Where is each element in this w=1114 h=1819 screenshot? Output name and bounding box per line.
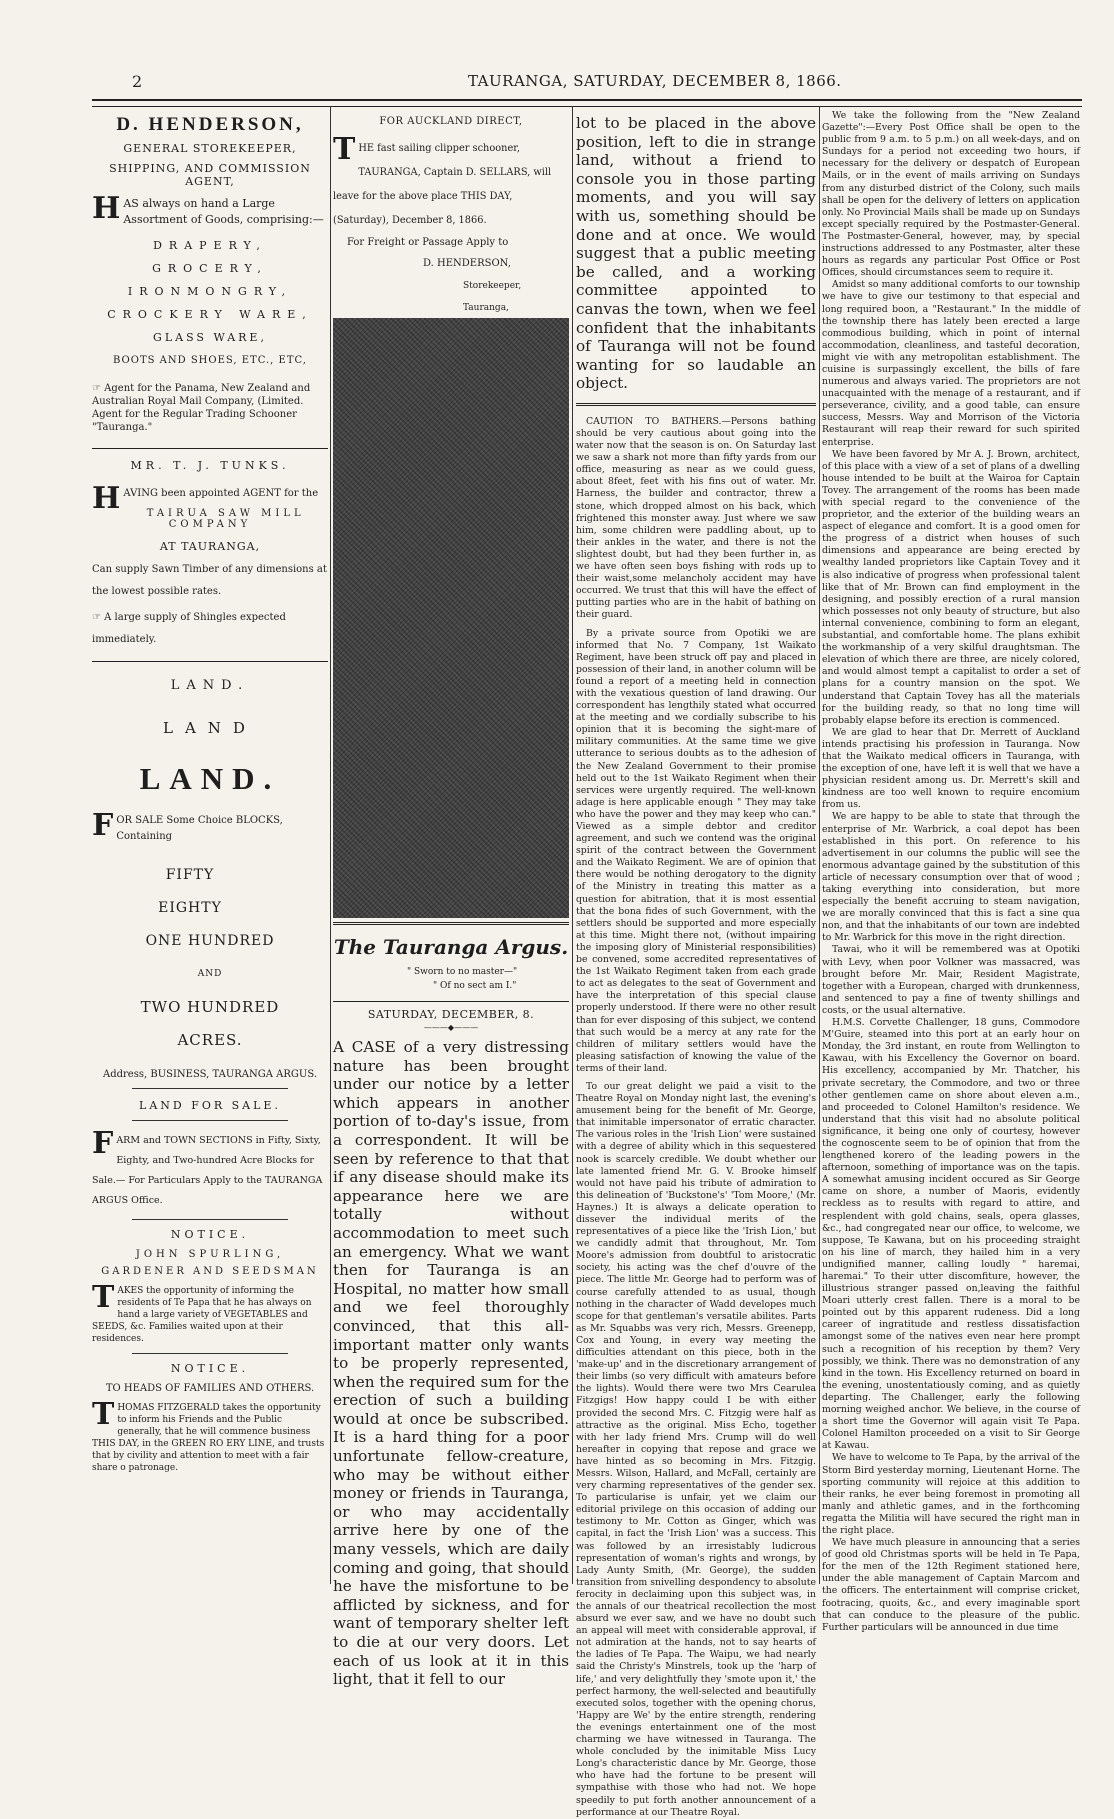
- ornament-rule: ———◆———: [423, 1023, 479, 1032]
- theatre-article: To our great delight we paid a visit to the Theatre Royal on Monday night last, the evening's amusement being for the benefit of Mr. George, that inimitable impersonator of erratic character. The various roles in the 'Irish Lion' were sustained with a degree of ability which in this sequestered nook is scarcely credible. We doubt whether our late lamented friend Mr. G. V. Brooke himself would not have paid his tribute of admiration to this delineation of 'Buckstone's' 'Tom Moore,' (Mr. Haynes.) It is always a delicate operation to dissever the individual merits of the representatives of a piece like the 'Irish Lion,' but we candidly admit that throughout, Mr. Tom Moore's admission from doubtful to aristocratic society, his acting was the chef d'ouvre of the piece. The little Mr. George had to perform was of course carefully attended to as usual, though nothing in the character of Wadd developes much scope for that gentleman's versatile abilites. Parts as Mr. Squabbs was very rich, Messrs. Greenepp, Cox and Young, in every way meeting the difficulties attendant on this piece, both in the 'make-up' and in the discretionary arrangement of their limbs (so very difficult with amateurs before the lights). Would there were two Mrs Cearulea Fitzgigs! How happy could I be with either provided the second Mrs. C. Fitzgig were half as attractive as the original. Miss Echo, together with her lady friend Mrs. Crump will do well hereafter in copying that repose and grace we have hinted as so becoming in Mrs. Fitzgig. Messrs. Wilson, Hallard, and McFall, certainly are very charming representatives of the gender sex. To particularise is unfair, yet we claim our editorial privilege on this occasion of adding our testimony to Mr. Cotton as Ginger, which was capital, in fact the 'Irish Lion' was a success. This was followed by an irresistably ludicrous representation of woman's rights and wrongs, by Lady Aunty Smith, (Mr. George), the sudden transition from snivelling despondency to absolute ferocity in declaiming upon this subject was, in the annals of our theatrical recollection the most absurd we ever saw, and we have no doubt such an appeal will meet with considerable approval, if not admiration at the hands, not to say hearts of the ladies of Te Papa. The Waipu, we had nearly said the Christy's Minstrels, took up the 'harp of life,' and very delightfully they 'smote upon it,' the perfect harmony, the well-selected and beautifully executed solos, together with the opening chorus, 'Happy are We' by the entire strength, rendering the evenings entertainment one of the most charming we have witnessed in Tauranga. The whole concluded by the inimitable Miss Lucy Long's characteristic dance by Mr. George, those who have had the fortune to be present will sympathise with those who had not. We hope speedily to put forth another announcement of a performance at our Theatre Royal.: [576, 1080, 816, 1818]
- auckland-heading: FOR AUCKLAND DIRECT,: [379, 116, 523, 127]
- acreage-list: [92, 859, 328, 1057]
- goods-item: DRAPERY,: [153, 239, 267, 252]
- editorial-date: SATURDAY, DECEMBER, 8.: [367, 1008, 535, 1021]
- column-local-news: [822, 110, 1080, 1633]
- goods-item: CROCKERY WARE,: [107, 308, 313, 321]
- agent-note: ☞ Agent for the Panama, New Zealand and Australian Royal Mail Company, (Limited. Agent for the Regular Trading Schooner "Tauranga.": [92, 383, 311, 433]
- shipping-notice: THE fast sailing clipper schooner, TAURANGA, Captain D. SELLARS, will leave for the above place THIS DAY, (Saturday), December 8, 1866.: [333, 132, 552, 226]
- column-divider: [572, 106, 573, 1584]
- column-news: [576, 110, 816, 1818]
- tunks-intro: HAVING been appointed AGENT for the: [92, 481, 319, 516]
- drop-cap: T: [92, 1397, 115, 1432]
- architect-article: We have been favored by Mr A. J. Brown, architect, of this place with a view of a set of plans of a dwelling house intended to be built at the Wairoa for Captain Tovey. The arrangement of the rooms has been made with special regard to the convenience of the proprietor, and the exterior of the building wears an aspect of elegance and comfort. It is a good omen for the progress of a district when houses of such dimensions and appearance are being erected by wealthy landed proprietors like Captain Tovey and it is also indicative of progress when professional talent like that of Mr. Brown can find employment in the designing, and possibly erection of a rural mansion which possesses not only beauty of structure, but also internal convenience, combining to form an elegant, substantial, and comfortable home. The plans exhibit the workmanship of a very skilful draughtsman. The elevation of which there are three, are nicely colored, and would almost tempt a capitalist to order a set of plans for a country mansion on the spot. We understand that Captain Tovey has all the materials for the building ready, so that no long time will probably elapse before its erection is commenced.: [822, 448, 1080, 726]
- divider: [132, 1120, 288, 1121]
- acreage-item: EIGHTY: [158, 900, 222, 916]
- spurling-role: GARDENER AND SEEDSMAN: [101, 1266, 319, 1277]
- freight-agent-name: D. HENDERSON,: [423, 258, 511, 269]
- divider: [132, 1219, 288, 1220]
- damaged-print-area: [333, 318, 569, 918]
- page-header: [88, 72, 1088, 94]
- editorial-continued: lot to be placed in the above position, left to die in strange land, without a friend to console you in those parting moments, and you will say with us, something should be done and at once. We would suggest that a public meeting be called, and a working committee appointed to canvas the town, when we feel confident that the inhabitants of Tauranga will not be found wanting for so laudable an object.: [576, 114, 816, 393]
- spurling-name: JOHN SPURLING,: [135, 1249, 285, 1260]
- arrival-article: We have to welcome to Te Papa, by the arrival of the Storm Bird yesterday morning, Lieutenant Horne. The sporting community will rejoice at this addition to their ranks, he ever being foremost in promoting all manly and athletic games, and in the forthcoming regatta the Militia will have secured the right man in the right place.: [822, 1452, 1080, 1536]
- henderson-name: D. HENDERSON,: [116, 114, 304, 135]
- freight-agent-role: Storekeeper, Tauranga,: [463, 281, 522, 313]
- post-office-article: We take the following from the "New Zealand Gazette":—Every Post Office shall be open to the public from 9 a.m. to 5 p.m.) on all week-days, and on Sundays for a period not exceeding two hours, if necessary for the delivery or despatch of European Mails, or in the event of mails arriving on Sundays from any disturbed district of the Colony, such mails shall be open for the delivery of letters on application only. No Provincial Mails shall be made up on Sundays except specially required by the Postmaster-General. The Postmaster-General, however, may, by special instructions addressed to any Postmaster, alter these hours as regards any particular Post Office or Post Offices, should circumstances seem to require it.: [822, 110, 1080, 279]
- motto-line: " Of no sect am I.": [433, 981, 517, 991]
- challenger-article: H.M.S. Corvette Challenger, 18 guns, Commodore M'Guire, steamed into this port at an early hour on Monday, the 3rd instant, en route from Wellington to Kawau, with his Excellency the Governor on board. His excellency, accompanied by Mr. Thatcher, his private secretary, the Commodore, and two or three other gentlemen came on shore about eleven a.m., and proceeded to Colonel Hamilton's residence. We understand that this visit had no absolute political significance, it being one only of courtesy, however the cognoscente seem to be of opinion that from the lengthened korero of the leading powers in the afternoon, something of importance was on the tapis. A somewhat amusing incident occured as Sir George came on shore, a number of Maoris, evidently reckless as to results with regard to attire, and resplendent with gold chains, seals, opera glasses, &c., had congregated near our office, to welcome, we suppose, Te Kawana, but on his proceeding straight on his line of march, they hailed him in a very undignified manner, calling loudly " haremai, haremai." To their utter discomfiture, however, the illustrious stranger passed on,leaving the faithful Moari utterly crest fallen. There is a moral to be pointed out by this apparent rudeness. Did a long career of ingratitude and restless dissatisfaction amongst some of the natives even near here prompt such a recognition of his reception by them? Very possibly, we think. There was no demonstration of any kind in the town. His Excellency returned on board in the evening, unostentatiously coming, and as quietly departing. The Challenger, early the following morning weighed anchor. We believe, in the course of a short time the Governor will again visit Te Papa. Colonel Hamilton proceeded on a visit to Sir George at Kawau.: [822, 1017, 1080, 1452]
- pointing-hand-icon: ☞: [92, 612, 101, 623]
- drop-cap: H: [92, 191, 121, 226]
- land-heading-medium: LAND: [163, 719, 257, 737]
- goods-item: IRONMONGRY,: [127, 285, 293, 298]
- spurling-ad: TAKES the opportunity of informing the residents of Te Papa that he has always on hand a large variety of VEGETABLES and SEEDS, &c. Families waited upon at their residences.: [92, 1280, 312, 1344]
- column-divider: [330, 106, 331, 1584]
- bathers-article: CAUTION TO BATHERS.—Persons bathing should be very cautious about going into the water now that the season is on. On Saturday last we saw a shark not more than fifty yards from our office, measuring as near as we could guess, about 8feet, feet with his fins out of water. Mr. Harness, the builder and contractor, threw a stone, which dropped almost on his back, which frightened this monster away. Just where we saw him, some children were paddling about, up to their ankles in the water, and there is not the slightest doubt, but had they been further in, as we have often seen boys fishing with rods up to their waist,some melancholy accident may have occurred. We trust that this will have the effect of putting parties who are in the habit of bathing on their guard.: [576, 415, 816, 621]
- goods-item: GROCERY,: [152, 262, 268, 275]
- acreage-item: TWO HUNDRED: [140, 998, 280, 1016]
- sale-intro: FOR SALE Some Choice BLOCKS, Containing: [92, 808, 283, 843]
- court-article: Tawai, who it will be remembered was at Opotiki with Levy, when poor Volkner was massacred, was brought before Mr. Mair, Resident Magistrate, together with a European, charged with drunkenness, and sentenced to pay a fine of twenty shillings and costs, or the usual alternative.: [822, 944, 1080, 1016]
- divider: [576, 403, 816, 406]
- freight-line: For Freight or Passage Apply to: [347, 237, 509, 248]
- tunks-title: MR. T. J. TUNKS.: [130, 459, 290, 472]
- divider: [92, 661, 328, 662]
- sale-address: Address, BUSINESS, TAURANGA ARGUS.: [103, 1069, 317, 1080]
- acreage-item: FIFTY: [165, 867, 215, 883]
- drop-cap: H: [92, 481, 121, 516]
- drop-cap: T: [333, 132, 356, 167]
- newspaper-title: The Tauranga Argus.: [333, 935, 569, 959]
- pointing-hand-icon: ☞: [92, 383, 101, 394]
- notice-title: NOTICE.: [170, 1362, 250, 1375]
- physician-article: We are glad to hear that Dr. Merrett of Auckland intends practising his profession in Tauranga. Now that the Waikato medical officers in Tauranga, with the exception of one, have left it is well that we have a physician resident among us. Dr. Merrett's skill and kindness are too well known to require encomium from us.: [822, 726, 1080, 811]
- page-number: 2: [132, 72, 143, 91]
- acreage-item: AND: [197, 969, 223, 979]
- notice-title: NOTICE.: [170, 1228, 250, 1241]
- column-divider: [819, 106, 820, 1584]
- editorial-block: [333, 918, 570, 1689]
- land-heading-large: LAND.: [139, 761, 281, 796]
- fitzgerald-ad: THOMAS FITZGERALD takes the opportunity to inform his Friends and the Public generally, that he will commence business THIS DAY, in the GREEN RO ERY LINE, and trusts that by civility and attention to meet with a fair share o patronage.: [92, 1397, 325, 1473]
- land-heading-small: LAND.: [170, 678, 250, 693]
- tunks-place: AT TAURANGA,: [159, 540, 261, 553]
- masthead-date: TAURANGA, SATURDAY, DECEMBER 8, 1866.: [468, 72, 842, 90]
- henderson-role: GENERAL STOREKEEPER,: [123, 142, 297, 155]
- goods-list: [92, 234, 328, 372]
- tunks-body: Can supply Sawn Timber of any dimensions at the lowest possible rates.: [92, 564, 327, 597]
- henderson-role: SHIPPING, AND COMMISSION AGENT,: [109, 162, 311, 188]
- divider: [333, 1001, 569, 1002]
- coal-depot-article: We are happy to be able to state that through the enterprise of Mr. Warbrick, a coal depot has been established in this port. On reference to his advertisement in our columns the public will see the enormous advantage gained by the substitution of this article of necessary consumption over that of wood ; taking everything into consideration, but more especially the benefit accruing to steam navigation, we are morally convinced that this is fact a sine qua non, and that the inhabitants of our town are indebted to Mr. Warbrick for this move in the right direction.: [822, 811, 1080, 944]
- divider: [92, 448, 328, 449]
- goods-item: GLASS WARE,: [153, 331, 267, 344]
- acreage-item: ONE HUNDRED: [145, 933, 275, 949]
- henderson-intro: HAS always on hand a Large Assortment of Goods, comprising:—: [92, 191, 324, 226]
- restaurant-article: Amidst so many additional comforts to our township we have to give our testimony to that especial and long required boon, a "Restaurant." In the middle of the township there has lately been erected a large commodious building, which in point of internal accommodation, cleanliness, and tasteful decoration, might vie with any metropolitan establishment. The cuisine is surpassingly excellent, the bills of fare numerous and always varied. The proprietors are not unacquainted with the menage of a restaurant, and if perseverance, civility, and a good table, can ensure success, Messrs. Way and Morrison of the Victoria Restaurant will reap their reward for such spirited enterprise.: [822, 279, 1080, 448]
- divider: [333, 922, 569, 925]
- opotiki-article: By a private source from Opotiki we are informed that No. 7 Company, 1st Waikato Regiment, have been struck off pay and placed in possession of their land, in another column will be found a report of a meeting held in connection with the vexatious question of land drawing. Our correspondent has lengthily stated what occurred at the meeting and we cordially subscribe to his opinion that it is becoming the sight-mare of military communities. At the same time we give utterance to serious doubts as to the adhesion of the New Zealand Government to their promise held out to the 1st Waikato Regiment when their services were urgently required. The well-known adage is here applicable enough " They may take who have the power and they may keep who can." Viewed as a simple debtor and creditor agreement, and such we contend was the original spirit of the contract between the Government and the Waikato Regiment. We are of opinion that there would be nothing derogatory to the dignity of the Ministry in treating this matter as a question for abitration, that it is most essential that the bona fides of such Government, with the settlers should be supported and more especially at this time. Might there not, (without impairing the imposing glory of Ministerial responsibilities) be convened, some accredited representatives of the 1st Waikato Regiment taken from each grade to act as delegates to the seat of Government and have the interpretation of this special clause properly understood. If there were no other result than for ever disposing of this subject, we contend that such would be a mercy at any rate for the children of military settlers would have the pleasing satisfaction of knowing the value of the terms of their land.: [576, 627, 816, 1074]
- heads-of-families-title: TO HEADS OF FAMILIES AND OTHERS.: [105, 1383, 315, 1394]
- sports-article: We have much pleasure in announcing that a series of good old Christmas sports will be held in Te Papa, for the men of the 12th Regiment stationed here, under the able management of Captain Marcom and the officers. The entertainment will comprise cricket, footracing, quoits, &c., and every imaginable sport that can conduce to the pleasure of the public. Further particulars will be announced in due time: [822, 1537, 1080, 1633]
- farm-sections-ad: FARM and TOWN SECTIONS in Fifty, Sixty, Eighty, and Two-hundred Acre Blocks for Sale.— For Particulars Apply to the TAURANGA ARGUS Office.: [92, 1126, 323, 1206]
- land-for-sale-title: LAND FOR SALE.: [139, 1099, 281, 1112]
- drop-cap: F: [92, 808, 114, 843]
- acreage-item: ACRES.: [177, 1031, 243, 1049]
- header-rule: [92, 99, 1082, 107]
- motto-line: " Sworn to no master—": [407, 967, 518, 977]
- tunks-shingles: ☞ A large supply of Shingles expected immediately.: [92, 612, 286, 645]
- divider: [132, 1088, 288, 1089]
- drop-cap: F: [92, 1126, 114, 1161]
- divider: [132, 1353, 288, 1354]
- editorial-text: A CASE of a very distressing nature has been brought under our notice by a letter which appears in another portion of to-day's issue, from a correspondent. It will be seen by reference to that that if any disease should make its appearance here we are totally without accommodation to meet such an emergency. What we want then for Tauranga is an Hospital, no matter how small and we feel thoroughly convinced, that this all-important matter only wants to be properly represented, when the required sum for the erection of such a building would at once be subscribed. It is a hard thing for a poor unfortunate fellow-creature, who may be without either money or friends in Tauranga, or who may accidentally arrive here by one of the many vessels, which are daily coming and going, that should he have the misfortune to be afflicted by sickness, and for want of temporary shelter left to die at our very doors. Let each of us look at it in this light, that it fell to our: [333, 1038, 570, 1689]
- column-advertisements: [92, 110, 328, 1580]
- tunks-company: TAIRUA SAW MILL COMPANY: [146, 508, 305, 530]
- goods-item: BOOTS AND SHOES, ETC., ETC,: [113, 355, 307, 366]
- drop-cap: T: [92, 1280, 115, 1315]
